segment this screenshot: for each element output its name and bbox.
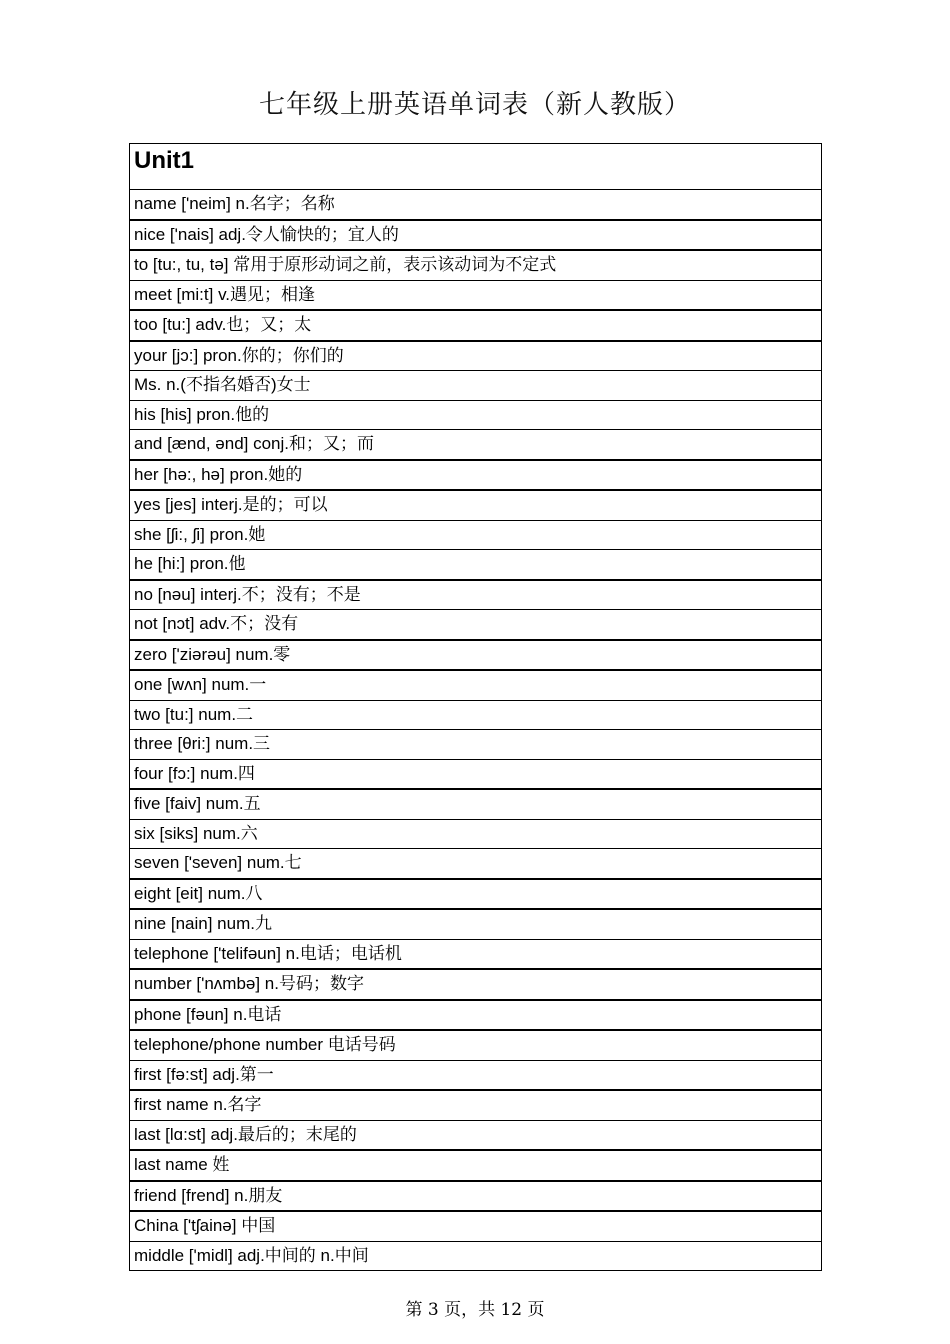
table-row — [130, 730, 822, 760]
vocab-entry: no [nəu] interj.不；没有；不是 — [130, 580, 822, 610]
vocab-entry: his [his] pron.他的 — [130, 400, 822, 430]
vocab-entry: friend [frend] n.朋友 — [130, 1181, 822, 1212]
table-row — [130, 879, 822, 910]
table-row — [130, 580, 822, 610]
table-row — [130, 490, 822, 520]
vocab-entry: six [siks] num.六 — [130, 819, 822, 849]
table-row — [130, 430, 822, 460]
table-row — [130, 1181, 822, 1212]
vocab-entry: first name n.名字 — [130, 1090, 822, 1120]
vocab-entry: nine [nain] num.九 — [130, 909, 822, 939]
table-row — [130, 341, 822, 371]
unit-header-row — [130, 144, 822, 190]
table-row — [130, 1060, 822, 1090]
vocab-entry: first [fə:st] adj.第一 — [130, 1060, 822, 1090]
vocab-entry: not [nɔt] adv.不；没有 — [130, 610, 822, 640]
vocab-entry: and [ænd, ənd] conj.和；又；而 — [130, 430, 822, 460]
table-row — [130, 1030, 822, 1060]
vocab-entry: telephone/phone number 电话号码 — [130, 1030, 822, 1060]
vocab-entry: Ms. n.(不指名婚否)女士 — [130, 371, 822, 401]
vocab-entry: yes [jes] interj.是的；可以 — [130, 490, 822, 520]
table-row — [130, 220, 822, 251]
vocab-entry: meet [mi:t] v.遇见；相逢 — [130, 280, 822, 310]
vocab-entry: one [wʌn] num.一 — [130, 670, 822, 700]
vocab-entry: zero ['ziərəu] num.零 — [130, 640, 822, 671]
table-row — [130, 789, 822, 819]
vocab-entry: name ['neim] n.名字；名称 — [130, 190, 822, 220]
vocab-entry: middle ['midl] adj.中间的 n.中间 — [130, 1241, 822, 1271]
vocab-entry: he [hi:] pron.他 — [130, 550, 822, 580]
table-row — [130, 1211, 822, 1241]
vocab-entry: nice ['nais] adj.令人愉快的；宜人的 — [130, 220, 822, 251]
table-row — [130, 939, 822, 969]
table-row — [130, 371, 822, 401]
vocab-entry: two [tu:] num.二 — [130, 700, 822, 730]
table-row — [130, 640, 822, 671]
page-footer: 第 3 页，共 12 页 — [405, 1300, 545, 1320]
table-row — [130, 670, 822, 700]
table-row — [130, 460, 822, 491]
vocab-entry: telephone ['telifəun] n.电话；电话机 — [130, 939, 822, 969]
vocab-entry: phone [fəun] n.电话 — [130, 1000, 822, 1031]
vocab-table — [129, 143, 822, 1271]
table-row — [130, 759, 822, 789]
vocab-entry: China ['tʃainə] 中国 — [130, 1211, 822, 1241]
table-row — [130, 1000, 822, 1031]
table-row — [130, 550, 822, 580]
table-row — [130, 1150, 822, 1181]
table-row — [130, 1120, 822, 1150]
table-row — [130, 400, 822, 430]
vocab-entry: three [θri:] num.三 — [130, 730, 822, 760]
table-row — [130, 1241, 822, 1271]
vocab-entry: last [lɑ:st] adj.最后的；末尾的 — [130, 1120, 822, 1150]
vocab-entry: too [tu:] adv.也；又；太 — [130, 310, 822, 341]
vocab-entry: four [fɔ:] num.四 — [130, 759, 822, 789]
table-row — [130, 909, 822, 939]
unit-heading: Unit1 — [130, 144, 822, 190]
table-row — [130, 969, 822, 1000]
table-row — [130, 190, 822, 220]
vocab-entry: your [jɔ:] pron.你的；你们的 — [130, 341, 822, 371]
table-row — [130, 520, 822, 550]
table-row — [130, 819, 822, 849]
vocab-entry: last name 姓 — [130, 1150, 822, 1181]
table-row — [130, 250, 822, 280]
vocab-entry: five [faiv] num.五 — [130, 789, 822, 819]
vocab-entry: to [tu:, tu, tə] 常用于原形动词之前，表示该动词为不定式 — [130, 250, 822, 280]
table-row — [130, 310, 822, 341]
table-row — [130, 280, 822, 310]
vocab-entry: number ['nʌmbə] n.号码；数字 — [130, 969, 822, 1000]
vocab-entry: seven ['seven] num.七 — [130, 849, 822, 879]
table-row — [130, 700, 822, 730]
vocab-entry: eight [eit] num.八 — [130, 879, 822, 910]
table-row — [130, 849, 822, 879]
table-row — [130, 610, 822, 640]
table-row — [130, 1090, 822, 1120]
vocab-entry: her [hə:, hə] pron.她的 — [130, 460, 822, 491]
page-title: 七年级上册英语单词表（新人教版） — [258, 90, 691, 120]
vocab-entry: she [ʃi:, ʃi] pron.她 — [130, 520, 822, 550]
